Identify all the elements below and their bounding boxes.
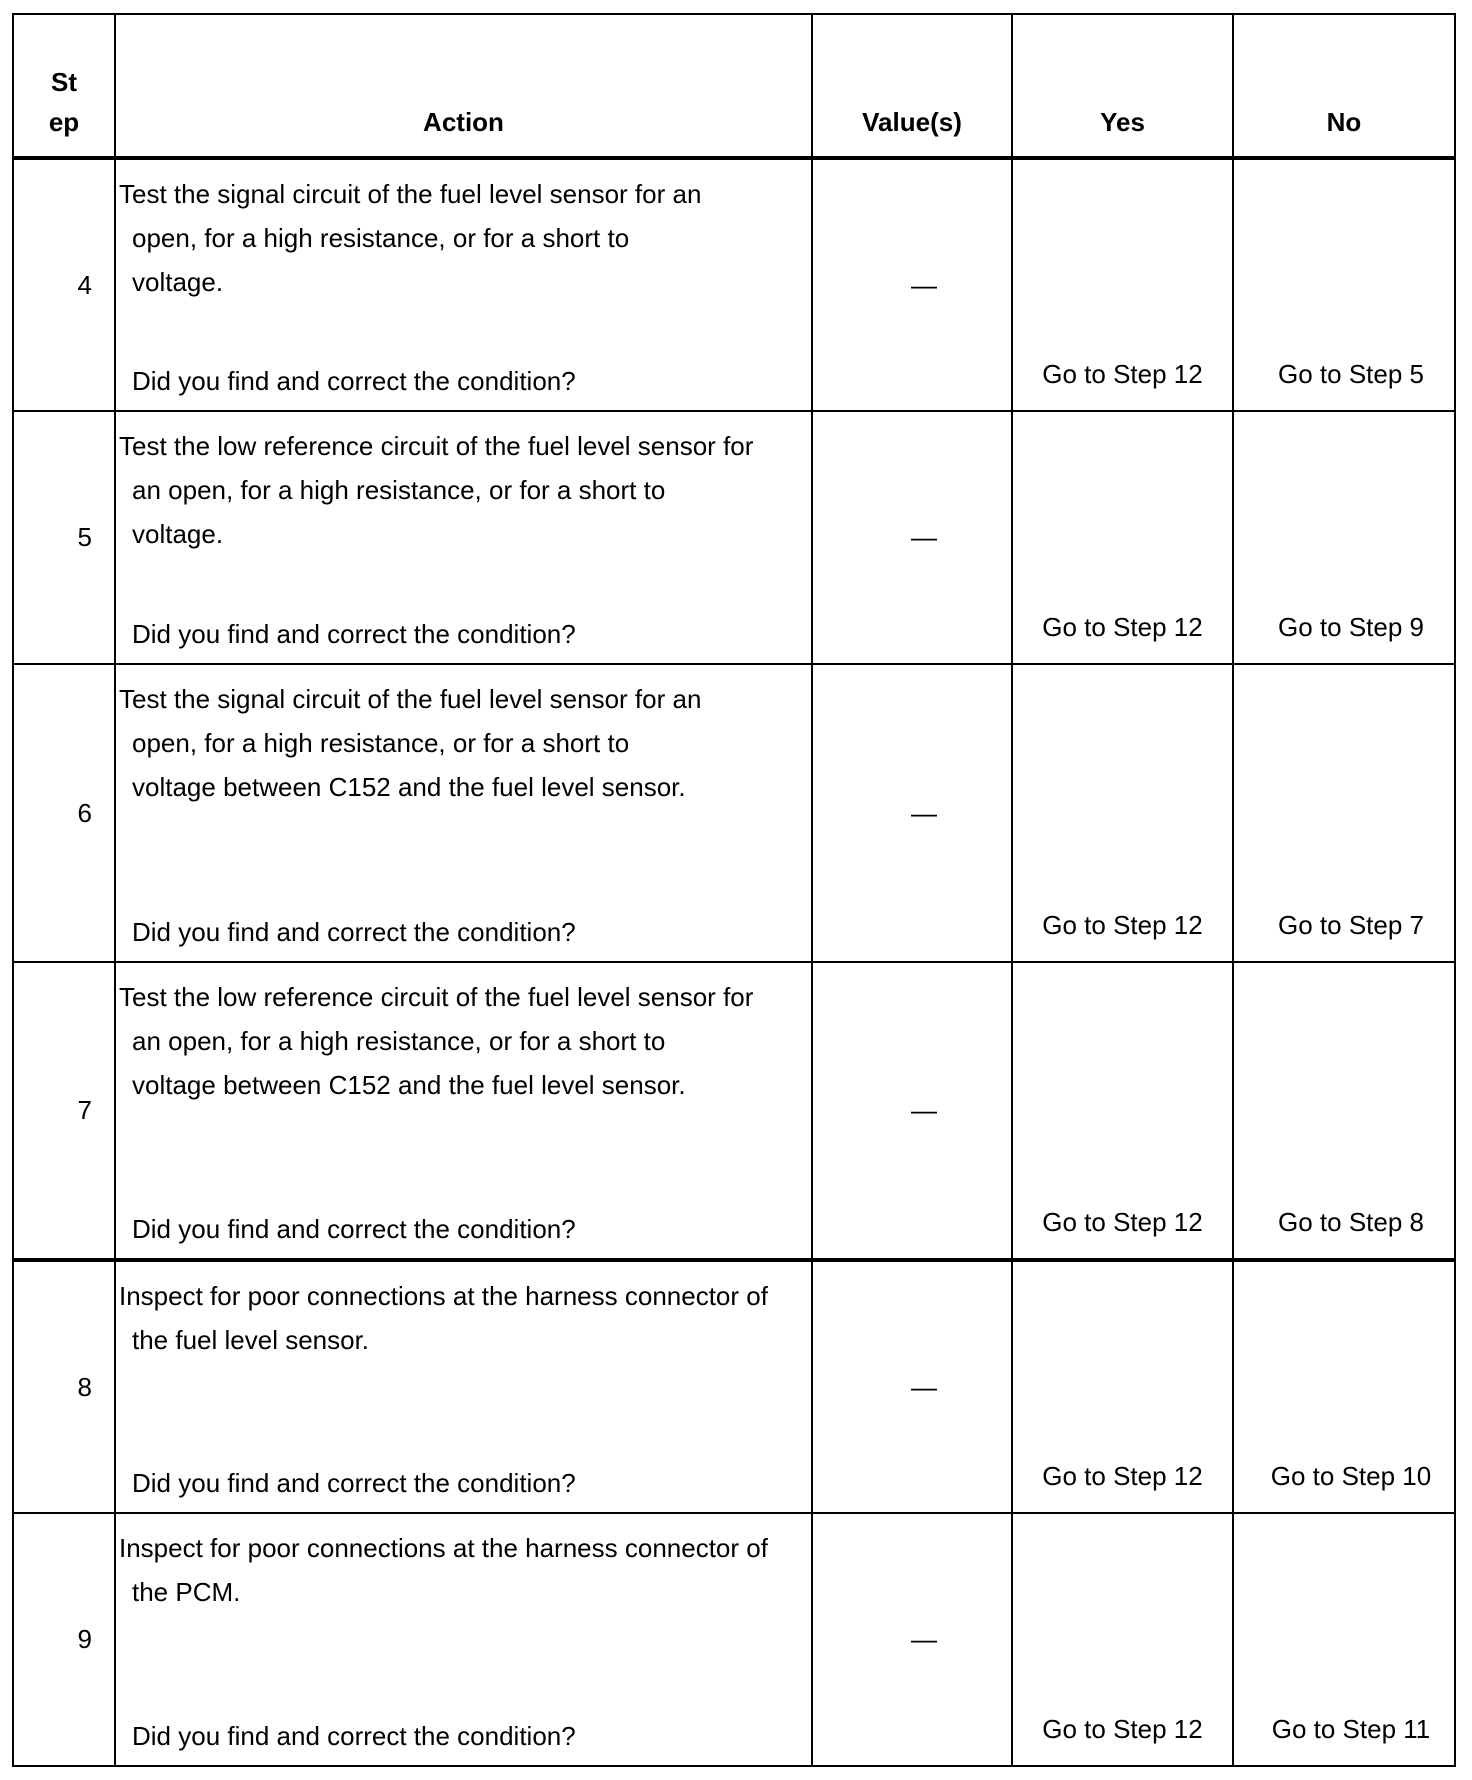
value-cell: — xyxy=(812,411,1012,664)
value-cell: — xyxy=(812,664,1012,962)
action-text xyxy=(116,1514,811,1614)
action-line: the PCM. xyxy=(132,1577,241,1607)
value-cell: — xyxy=(812,962,1012,1260)
action-cell xyxy=(115,664,812,962)
yes-cell: Go to Step 12 xyxy=(1012,1513,1233,1766)
value-cell: — xyxy=(812,158,1012,411)
action-text xyxy=(116,412,811,556)
action-cell xyxy=(115,1513,812,1766)
action-line: Inspect for poor connections at the harness connector of xyxy=(119,1533,768,1563)
value-cell: — xyxy=(812,1513,1012,1766)
header-step-line2: ep xyxy=(48,107,80,137)
action-cell xyxy=(115,158,812,411)
step-number: 9 xyxy=(13,1513,115,1766)
action-question: Did you find and correct the condition? xyxy=(132,1214,576,1244)
action-text xyxy=(116,665,811,809)
action-question: Did you find and correct the condition? xyxy=(132,366,576,396)
yes-cell: Go to Step 12 xyxy=(1012,962,1233,1260)
table-row xyxy=(13,1513,1455,1766)
action-text xyxy=(116,160,811,304)
table-row xyxy=(13,664,1455,962)
yes-cell: Go to Step 12 xyxy=(1012,411,1233,664)
table-row xyxy=(13,411,1455,664)
action-line: Test the signal circuit of the fuel level sensor for an xyxy=(119,684,702,714)
action-question: Did you find and correct the condition? xyxy=(132,1468,576,1498)
action-line: voltage between C152 and the fuel level sensor. xyxy=(132,1070,686,1100)
table-row xyxy=(13,962,1455,1260)
action-line: voltage. xyxy=(132,519,224,549)
yes-cell: Go to Step 12 xyxy=(1012,158,1233,411)
table-body xyxy=(13,158,1455,1766)
value-cell: — xyxy=(812,1260,1012,1513)
header-values: Value(s) xyxy=(812,14,1012,158)
action-line: Test the low reference circuit of the fuel level sensor for xyxy=(119,431,754,461)
no-cell: Go to Step 11 xyxy=(1233,1513,1455,1766)
action-cell xyxy=(115,962,812,1260)
action-cell xyxy=(115,411,812,664)
action-question: Did you find and correct the condition? xyxy=(132,917,576,947)
step-number: 4 xyxy=(13,158,115,411)
action-line: open, for a high resistance, or for a short to xyxy=(132,728,630,758)
table-row xyxy=(13,158,1455,411)
header-action: Action xyxy=(115,14,812,158)
header-step xyxy=(13,14,115,158)
action-text xyxy=(116,963,811,1107)
step-number: 7 xyxy=(13,962,115,1260)
diagnostic-table xyxy=(12,13,1456,1767)
table-row xyxy=(13,1260,1455,1513)
yes-cell: Go to Step 12 xyxy=(1012,664,1233,962)
header-row xyxy=(13,14,1455,158)
header-yes: Yes xyxy=(1012,14,1233,158)
no-cell: Go to Step 8 xyxy=(1233,962,1455,1260)
action-line: voltage. xyxy=(132,267,224,297)
no-cell: Go to Step 7 xyxy=(1233,664,1455,962)
yes-cell: Go to Step 12 xyxy=(1012,1260,1233,1513)
action-line: an open, for a high resistance, or for a short to xyxy=(132,475,666,505)
action-line: Test the low reference circuit of the fuel level sensor for xyxy=(119,982,754,1012)
step-number: 5 xyxy=(13,411,115,664)
action-line: voltage between C152 and the fuel level sensor. xyxy=(132,772,686,802)
action-line: Test the signal circuit of the fuel level sensor for an xyxy=(119,179,702,209)
no-cell: Go to Step 10 xyxy=(1233,1260,1455,1513)
no-cell: Go to Step 9 xyxy=(1233,411,1455,664)
table-header xyxy=(13,14,1455,158)
action-text xyxy=(116,1262,811,1362)
action-question: Did you find and correct the condition? xyxy=(132,619,576,649)
action-line: Inspect for poor connections at the harness connector of xyxy=(119,1281,768,1311)
header-no: No xyxy=(1233,14,1455,158)
action-line: the fuel level sensor. xyxy=(132,1325,370,1355)
step-number: 6 xyxy=(13,664,115,962)
action-question: Did you find and correct the condition? xyxy=(132,1721,576,1751)
action-line: an open, for a high resistance, or for a short to xyxy=(132,1026,666,1056)
no-cell: Go to Step 5 xyxy=(1233,158,1455,411)
step-number: 8 xyxy=(13,1260,115,1513)
action-cell xyxy=(115,1260,812,1513)
action-line: open, for a high resistance, or for a short to xyxy=(132,223,630,253)
header-step-line1: St xyxy=(51,67,77,97)
